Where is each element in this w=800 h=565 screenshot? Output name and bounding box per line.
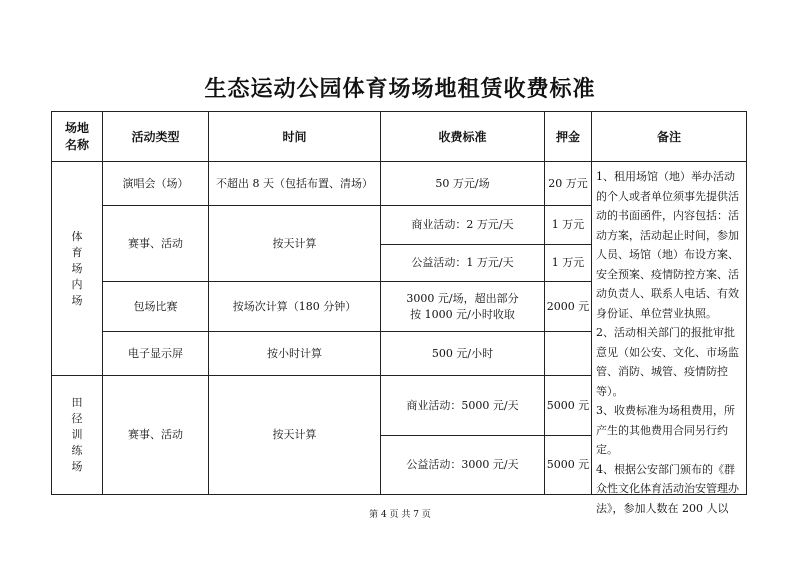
fee-match: 3000 元/场，超出部分 按 1000 元/小时收取 (381, 282, 545, 332)
remark-3: 3、收费标准为场租费用，所产生的其他费用合同另行约定。 (596, 404, 735, 456)
table-row (52, 162, 747, 206)
header-activity: 活动类型 (103, 112, 209, 162)
deposit-concert: 20 万元 (545, 162, 592, 206)
activity-event-stadium: 赛事、活动 (103, 206, 209, 282)
table-header-row (52, 112, 747, 162)
time-screen: 按小时计算 (209, 332, 381, 376)
fee-commercial-track: 商业活动：5000 元/天 (381, 376, 545, 436)
deposit-commercial-track: 5000 元 (545, 376, 592, 436)
fee-screen: 500 元/小时 (381, 332, 545, 376)
page-footer: 第 4 页 共 7 页 (369, 510, 431, 520)
time-event-track: 按天计算 (209, 376, 381, 495)
activity-concert: 演唱会（场） (103, 162, 209, 206)
remarks-cell (592, 162, 747, 515)
fee-public-track: 公益活动：3000 元/天 (381, 436, 545, 495)
deposit-match: 2000 元 (545, 282, 592, 332)
fee-commercial-stadium: 商业活动：2 万元/天 (381, 206, 545, 245)
remark-1: 1、租用场馆（地）举办活动的个人或者单位须事先提供活动的书面函件，内容包括：活动方案，活动起止时间，参加人员、场馆（地）布设方案、安全预案、疫情防控方案、活动负责人、联系人电话、有效身份证、单位营业执照。 (596, 170, 739, 320)
page-title: 生态运动公园体育场场地租赁收费标准 (204, 77, 596, 102)
activity-match: 包场比赛 (103, 282, 209, 332)
time-match: 按场次计算（180 分钟） (209, 282, 381, 332)
deposit-screen (545, 332, 592, 376)
deposit-public-stadium: 1 万元 (545, 245, 592, 282)
header-time: 时间 (209, 112, 381, 162)
venue-cell-track: 田 径 训 练 场 (52, 376, 103, 495)
fee-public-stadium: 公益活动：1 万元/天 (381, 245, 545, 282)
deposit-public-track: 5000 元 (545, 436, 592, 495)
activity-event-track: 赛事、活动 (103, 376, 209, 495)
header-deposit: 押金 (545, 112, 592, 162)
time-event-stadium: 按天计算 (209, 206, 381, 282)
remark-4: 4、根据公安部门颁布的《群众性文化体育活动治安管理办法》，参加人数在 200 人以 (596, 462, 739, 515)
fee-concert: 50 万元/场 (381, 162, 545, 206)
header-venue: 场地名称 (52, 112, 103, 162)
time-concert: 不超出 8 天（包括布置、清场） (209, 162, 381, 206)
header-remarks: 备注 (592, 112, 747, 162)
activity-screen: 电子显示屏 (103, 332, 209, 376)
header-fee: 收费标准 (381, 112, 545, 162)
remark-2: 2、活动相关部门的报批审批意见（如公安、文化、市场监管、消防、城管、疫情防控等）。 (596, 326, 739, 398)
venue-cell-stadium: 体 育 场 内 场 (52, 162, 103, 376)
deposit-commercial-stadium: 1 万元 (545, 206, 592, 245)
